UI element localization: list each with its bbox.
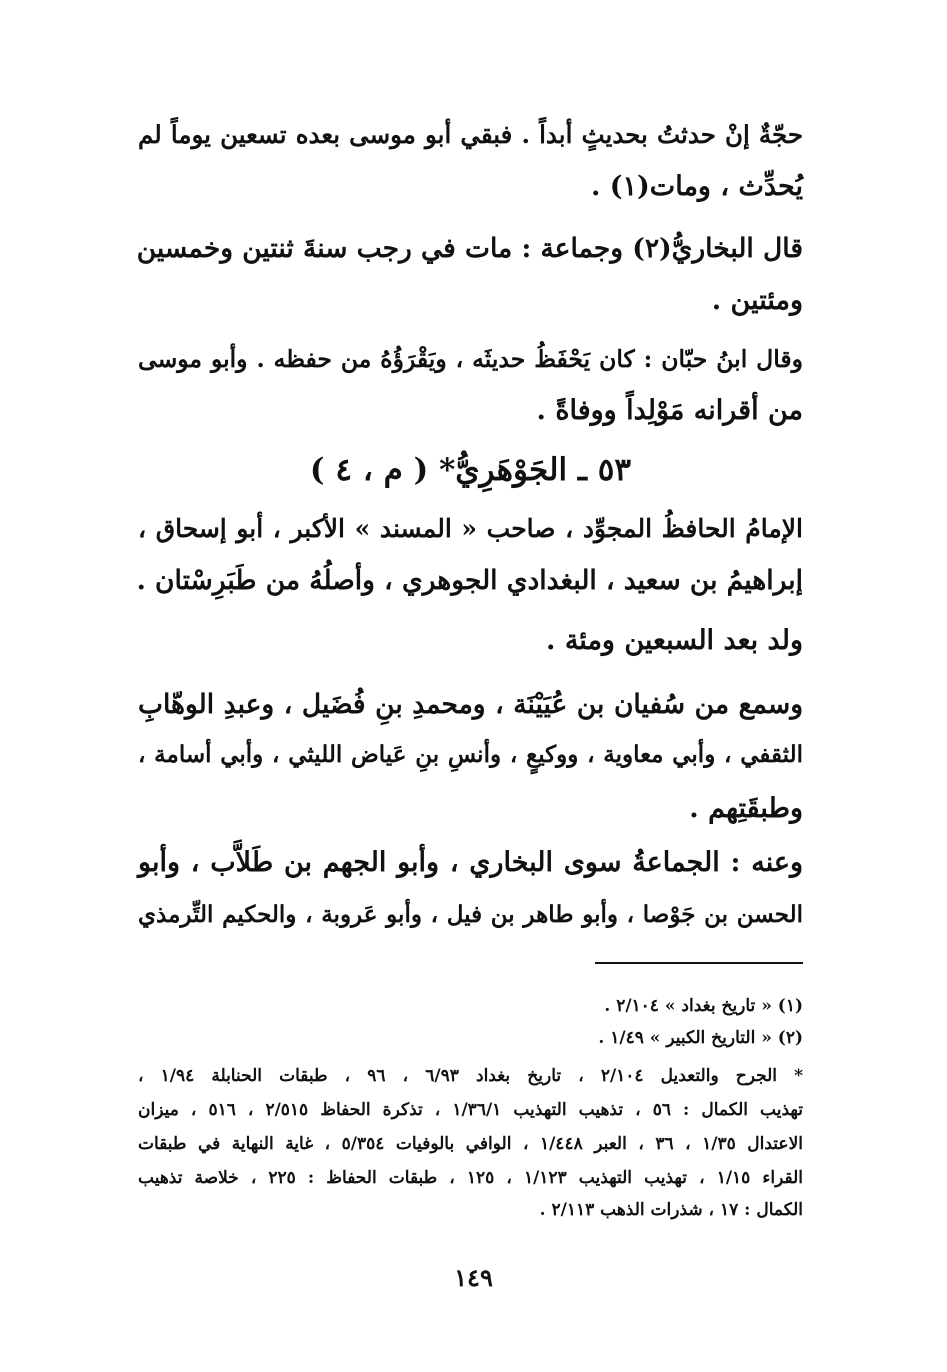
text-line: قال البخاريُّ(٢) وجماعة : مات في رجب سنةَ ثنتين وخمسين [136,233,803,264]
text-line: وسمع من سُفيان بن عُيَيْنَة ، ومحمدِ بنِ فُضَيل ، وعبدِ الوهّابِ [138,689,803,720]
source-note-line: القراء ١/١٥ ، تهذيب التهذيب ١/١٢٣ ، ١٢٥ ، طبقات الحفاظ : ٢٢٥ ، خلاصة تذهيب [138,1168,803,1188]
text-line: وطبقَتِهم . [689,793,803,824]
footnote-separator [595,962,803,964]
text-line: يُحدِّث ، ومات(١) . [590,171,803,202]
entry-heading: ٥٣ ـ الجَوْهَرِيُّ* ( م ، ٤ ) [309,452,632,488]
text-line: وعنه : الجماعةُ سوى البخاري ، وأبو الجهم بن طَلاَّب ، وأبو [138,847,803,878]
page-number: ١٤٩ [454,1263,493,1292]
text-line: من أقرانه مَوْلِداً ووفاةً . [536,395,803,426]
text-line: إبراهيمُ بن سعيد ، البغدادي الجوهري ، وأصلُهُ من طَبَرِسْتان . [136,565,803,596]
text-line: الإمامُ الحافظُ المجوِّد ، صاحب « المسند » الأكبر ، أبو إسحاق ، [138,514,803,543]
source-note-line: الاعتدال ١/٣٥ ، ٣٦ ، العبر ١/٤٤٨ ، الوافي بالوفيات ٥/٣٥٤ ، غاية النهاية في طبقات [138,1134,803,1154]
text-line: حجّةٌ إنْ حدثتُ بحديثٍ أبداً . فبقي أبو موسى بعده تسعين يوماً لم [138,120,803,149]
text-line: الحسن بن جَوْصا ، وأبو طاهر بن فيل ، وأبو عَروبة ، والحكيم التِّرمذي [138,901,803,928]
text-line: الثقفي ، وأبي معاوية ، ووكيعٍ ، وأنسِ بنِ عَياض الليثي ، وأبي أسامة ، [138,741,803,768]
source-note-line: تهذيب الكمال : ٥٦ ، تذهيب التهذيب ١/٣٦/١ ، تذكرة الحفاظ ٢/٥١٥ ، ٥١٦ ، ميزان [138,1100,803,1120]
source-note-line: * الجرح والتعديل ٢/١٠٤ ، تاريخ بغداد ٦/٩٣ ، ٩٦ ، طبقات الحنابلة ١/٩٤ ، [138,1066,804,1086]
footnote: (١) « تاريخ بغداد » ٢/١٠٤ . [604,996,803,1016]
source-note-line: الكمال : ١٧ ، شذرات الذهب ٢/١١٣ . [539,1200,803,1220]
text-line: ولد بعد السبعين ومئة . [546,625,803,656]
text-line: وقال ابنُ حبّان : كان يَحْفَظُ حديثَه ، ويَقْرَؤُهُ من حفظه . وأبو موسى [138,345,803,373]
text-line: ومئتين . [711,285,803,316]
footnote: (٢) « التاريخ الكبير » ١/٤٩ . [598,1028,803,1048]
